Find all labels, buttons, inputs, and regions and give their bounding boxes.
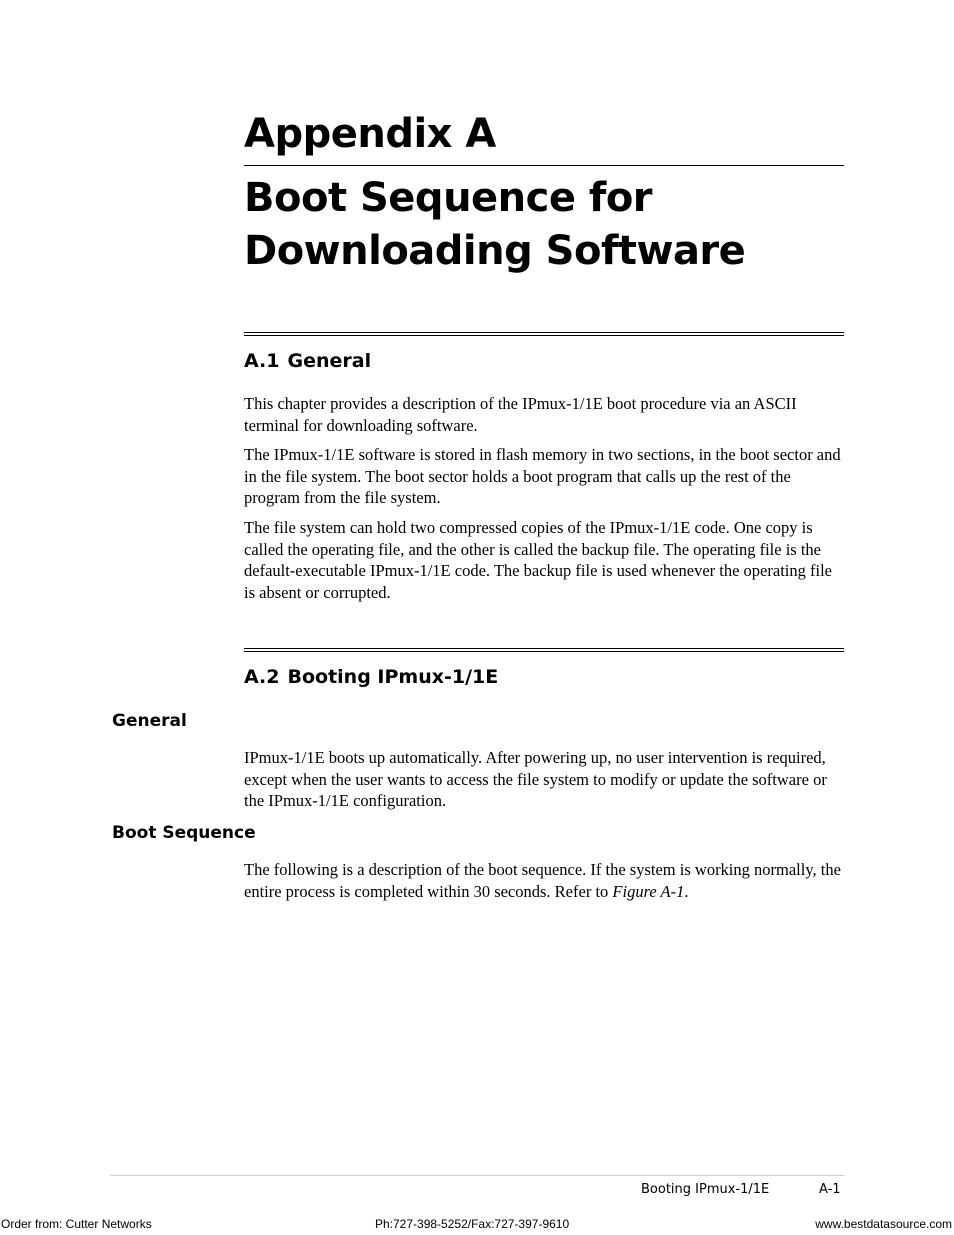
figure-reference: Figure A-1: [612, 881, 685, 901]
title-rule: [244, 165, 844, 166]
footer-section-name: Booting IPmux-1/1E: [641, 1182, 770, 1197]
chapter-title-line-1: Boot Sequence for: [244, 175, 653, 221]
section-a2-number: A.2: [244, 666, 280, 688]
boot-sequence-text: The following is a description of the boot sequence. If the system is working normally, the entire process is completed within 30 seconds. Refer to: [244, 860, 841, 901]
subsection-general-paragraph: IPmux-1/1E boots up automatically. After powering up, no user intervention is required, except when the user wants to access the file system to modify or update the software or the IPmux-1/1E configuration.: [244, 748, 827, 810]
footer-page-number: A-1: [819, 1182, 841, 1197]
section-a1-heading: [244, 349, 371, 373]
website-text: www.bestdatasource.com: [815, 1217, 952, 1231]
section-a1-number: A.1: [244, 350, 280, 372]
section-a2-heading: [244, 665, 498, 689]
order-from-text: Order from: Cutter Networks: [1, 1217, 152, 1231]
section-a1-title: General: [287, 350, 372, 372]
appendix-label: Appendix A: [244, 111, 496, 157]
section-a2-rule: [244, 648, 844, 652]
section-a1-paragraph-1: This chapter provides a description of the IPmux-1/1E boot procedure via an ASCII terminal for downloading software.: [244, 394, 797, 435]
section-a1-paragraph-3: The file system can hold two compressed copies of the IPmux-1/1E code. One copy is called the operating file, and the other is called the backup file. The operating file is the default-executable IPmux-1/1E code. The backup file is used whenever the operating file is absent or corrupted.: [244, 518, 832, 602]
chapter-title-line-2: Downloading Software: [244, 228, 746, 274]
chapter-title: [244, 172, 844, 278]
section-a1-paragraph-2: The IPmux-1/1E software is stored in flash memory in two sections, in the boot sector and in the file system. The boot sector holds a boot program that calls up the rest of the program from the file system.: [244, 445, 841, 507]
subsection-boot-sequence-paragraph: [244, 859, 844, 902]
subsection-general-heading: General: [112, 711, 187, 731]
phone-fax-text: Ph:727-398-5252/Fax:727-397-9610: [375, 1217, 570, 1231]
section-a1-rule: [244, 332, 844, 336]
section-a2-title: Booting IPmux-1/1E: [287, 666, 499, 688]
subsection-boot-sequence-heading: Boot Sequence: [112, 823, 256, 843]
footer-rule: [110, 1175, 844, 1176]
boot-sequence-text-end: .: [684, 881, 689, 901]
